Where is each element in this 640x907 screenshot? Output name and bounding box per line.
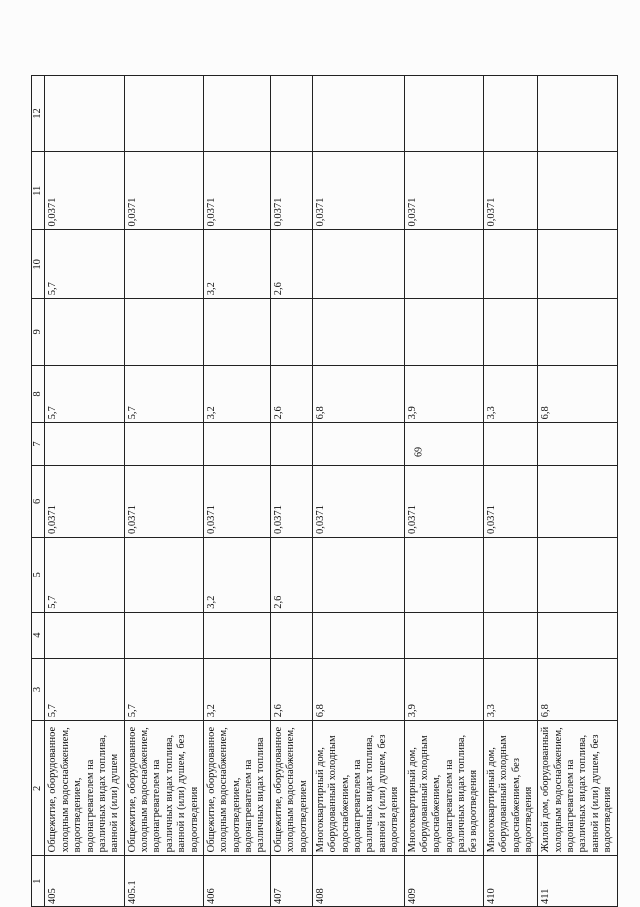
value-cell: 3,9: [404, 365, 483, 423]
value-cell: 0,0371: [404, 152, 483, 230]
value-cell: [203, 299, 270, 365]
value-cell: 6,8: [312, 365, 404, 423]
column-header: 7: [32, 423, 45, 465]
value-cell: [312, 612, 404, 658]
row-name-cell: Многоквартирный дом, оборудованный холодным водоснабжением, без водоотведения: [483, 721, 538, 856]
value-cell: [483, 423, 538, 465]
row-id-cell: 408: [312, 856, 404, 907]
value-cell: [45, 423, 124, 465]
value-cell: 3,3: [483, 365, 538, 423]
value-cell: [538, 299, 617, 365]
value-cell: [312, 299, 404, 365]
column-header: 2: [32, 721, 45, 856]
value-cell: [203, 612, 270, 658]
value-cell: [312, 76, 404, 152]
table-row: [538, 76, 617, 907]
value-cell: 2,6: [270, 230, 312, 299]
value-cell: 2,6: [270, 537, 312, 612]
row-name-cell: Многоквартирный дом, оборудованный холодным водоснабжением, водонагревателем на различных видах топлива, без водоотведения: [404, 721, 483, 856]
value-cell: 0,0371: [312, 152, 404, 230]
value-cell: 0,0371: [312, 465, 404, 537]
value-cell: [538, 612, 617, 658]
value-cell: [404, 612, 483, 658]
value-cell: [312, 423, 404, 465]
value-cell: 0,0371: [483, 465, 538, 537]
value-cell: 5,7: [124, 658, 203, 721]
value-cell: [483, 299, 538, 365]
value-cell: 0,0371: [404, 465, 483, 537]
value-cell: [312, 537, 404, 612]
table-row: [483, 76, 538, 907]
tariff-table: [31, 75, 618, 907]
value-cell: 0,0371: [45, 465, 124, 537]
value-cell: [45, 299, 124, 365]
row-id-cell: 407: [270, 856, 312, 907]
row-id-cell: 405: [45, 856, 124, 907]
column-header: 10: [32, 230, 45, 299]
value-cell: [538, 537, 617, 612]
value-cell: [124, 612, 203, 658]
row-name-cell: Жилой дом, оборудованный холодным водоснабжением, водонагревателем на различных видах топлива, ванной и (или) душем, без водоотведения: [538, 721, 617, 856]
value-cell: 0,0371: [203, 465, 270, 537]
row-id-cell: 405.1: [124, 856, 203, 907]
value-cell: [483, 537, 538, 612]
value-cell: [270, 423, 312, 465]
column-header: 4: [32, 612, 45, 658]
row-name-cell: Общежитие, оборудованное холодным водоснабжением, водоотведением: [270, 721, 312, 856]
value-cell: 2,6: [270, 658, 312, 721]
table-row: [404, 76, 483, 907]
value-cell: [483, 230, 538, 299]
value-cell: 3,9: [404, 658, 483, 721]
value-cell: 3,2: [203, 658, 270, 721]
value-cell: [124, 423, 203, 465]
value-cell: [538, 76, 617, 152]
value-cell: [404, 230, 483, 299]
value-cell: 0,0371: [124, 465, 203, 537]
value-cell: 6,8: [538, 365, 617, 423]
column-header: 9: [32, 299, 45, 365]
value-cell: [203, 76, 270, 152]
table-row: [45, 76, 124, 907]
column-header: 8: [32, 365, 45, 423]
column-header: 1: [32, 856, 45, 907]
value-cell: 5,7: [45, 658, 124, 721]
value-cell: [404, 537, 483, 612]
value-cell: [312, 230, 404, 299]
column-header: 3: [32, 658, 45, 721]
value-cell: [538, 152, 617, 230]
page-number: 69: [413, 447, 425, 457]
value-cell: [124, 230, 203, 299]
value-cell: 0,0371: [270, 465, 312, 537]
row-name-cell: Общежитие, оборудованное холодным водоснабжением, водонагревателем на различных видах топлива, ванной и (или) душем, без водоотведения: [124, 721, 203, 856]
value-cell: [270, 299, 312, 365]
table-header-row: [32, 76, 45, 907]
value-cell: [124, 76, 203, 152]
value-cell: 5,7: [45, 537, 124, 612]
value-cell: 0,0371: [124, 152, 203, 230]
table-row: [270, 76, 312, 907]
value-cell: 0,0371: [203, 152, 270, 230]
value-cell: [404, 423, 483, 465]
column-header: 11: [32, 152, 45, 230]
table-row: [203, 76, 270, 907]
value-cell: 0,0371: [483, 152, 538, 230]
value-cell: 6,8: [312, 658, 404, 721]
row-id-cell: 409: [404, 856, 483, 907]
value-cell: [270, 76, 312, 152]
value-cell: 0,0371: [45, 152, 124, 230]
value-cell: 6,8: [538, 658, 617, 721]
value-cell: [538, 423, 617, 465]
value-cell: 0,0371: [270, 152, 312, 230]
value-cell: 5,7: [124, 365, 203, 423]
value-cell: 5,7: [45, 365, 124, 423]
value-cell: [538, 465, 617, 537]
value-cell: [483, 612, 538, 658]
value-cell: [538, 230, 617, 299]
value-cell: 2,6: [270, 365, 312, 423]
row-name-cell: Многоквартирный дом, оборудованный холодным водоснабжением, водонагревателем на различных видах топлива, ванной и (или) душем, без водоотведения: [312, 721, 404, 856]
value-cell: [483, 76, 538, 152]
value-cell: [124, 537, 203, 612]
value-cell: [404, 76, 483, 152]
table-row: [312, 76, 404, 907]
row-id-cell: 410: [483, 856, 538, 907]
value-cell: 3,3: [483, 658, 538, 721]
value-cell: [45, 612, 124, 658]
column-header: 6: [32, 465, 45, 537]
row-id-cell: 411: [538, 856, 617, 907]
column-header: 12: [32, 76, 45, 152]
column-header: 5: [32, 537, 45, 612]
value-cell: 3,2: [203, 537, 270, 612]
row-name-cell: Общежитие, оборудованное холодным водоснабжением, водоотведением, водонагревателем на различных видах топлива, ванной и (или) душем: [45, 721, 124, 856]
value-cell: 3,2: [203, 365, 270, 423]
row-id-cell: 406: [203, 856, 270, 907]
value-cell: [203, 423, 270, 465]
value-cell: [270, 612, 312, 658]
value-cell: 5,7: [45, 230, 124, 299]
value-cell: [45, 76, 124, 152]
tariff-table-rotated: [31, 75, 614, 907]
value-cell: [124, 299, 203, 365]
value-cell: 3,2: [203, 230, 270, 299]
table-row: [124, 76, 203, 907]
value-cell: [404, 299, 483, 365]
row-name-cell: Общежитие, оборудованное холодным водоснабжением, водоотведением, водонагревателем на различных видах топлива: [203, 721, 270, 856]
